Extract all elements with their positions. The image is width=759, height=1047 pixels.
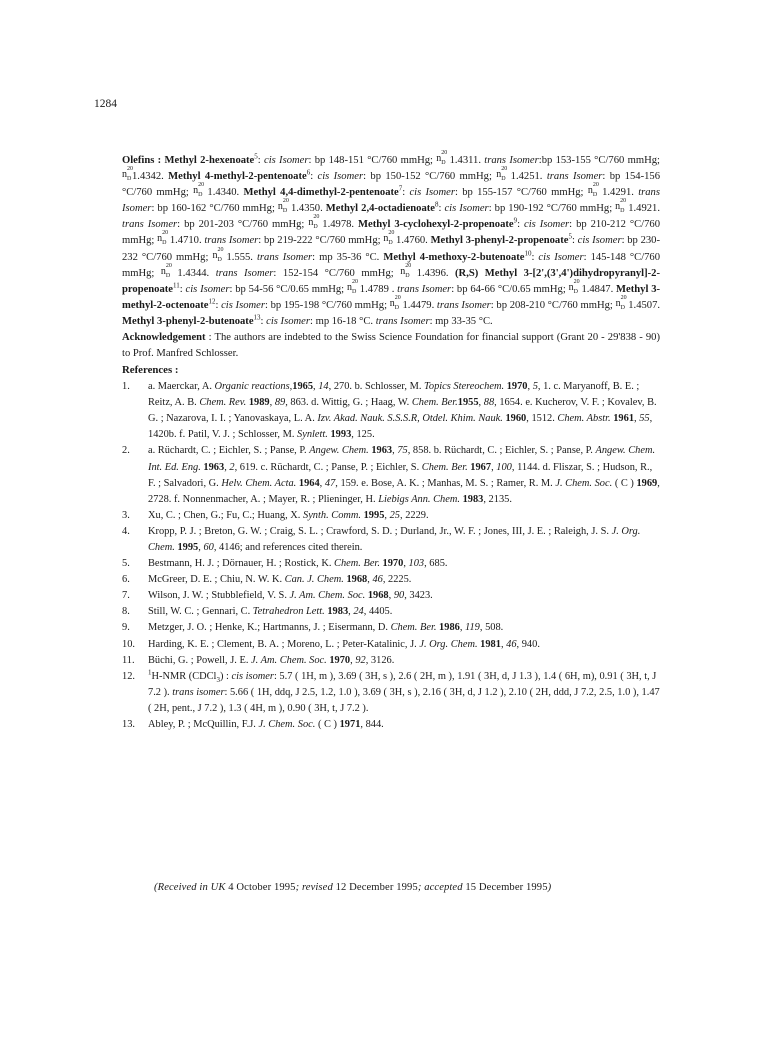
reference-item: [122, 637, 660, 653]
physical-data: :bp 153-155 °C/760 mmHg;: [538, 155, 660, 166]
refractive-index-symbol: n 20 D: [615, 294, 627, 311]
physical-data: : bp 190-192 °C/760 mmHg;: [488, 203, 613, 215]
acknowledgement-text: : The authors are indebted to the Swiss Science Foundation for financial support (Grant 20 - 29'838 - 90) to Prof. Manfred Schlosser.: [122, 332, 660, 360]
physical-data: : bp 208-210 °C/760 mmHg;: [490, 299, 613, 311]
compound-name: Methyl 2-hexenoate: [164, 155, 255, 166]
footnote-mark: 9: [513, 216, 518, 225]
reference-text: a. Rüchardt, C. ; Eichler, S. ; Panse, P. Angew. Chem. 1963, 75, 858. b. Rüchardt, C. ; Eichler, S. ; Panse, P. Angew. Chem. Int. Ed. Eng. 1963, 2, 619. c. Rüchardt, C. ; Panse, P. ; Eichler, S. Chem. Ber. 1967, 100, 1144. d. Fliszar, S. ; Hudson, R., F. ; Salvadori, G. Helv. Chem. Acta. 1964, 47, 159. e. Bose, A. K. ; Manhas, M. S. ; Ramer, R. M. J. Chem. Soc. ( C ) 1969, 2728. f. Nonnenmacher, A. ; Mayer, R. ; Plieninger, H. Liebigs Ann. Chem. 1983, 2135.: [148, 445, 660, 505]
refractive-index-symbol: n 20 D: [160, 262, 172, 279]
references-heading: References :: [122, 364, 179, 377]
isomer-label: trans Isomer: [122, 219, 178, 231]
refractive-index-value: 1.4479.: [402, 299, 435, 311]
isomer-label: trans Isomer: [204, 235, 259, 247]
reference-number: 3.: [122, 509, 130, 521]
physical-data: : bp 150-152 °C/760 mmHg;: [363, 171, 492, 183]
reference-number: 6.: [122, 574, 130, 586]
compound-name: (R,S) Methyl 3-[2',(3',4')dihydropyranyl]-2-propenoate: [122, 267, 660, 295]
olefins-heading: Olefins :: [122, 155, 162, 166]
refractive-index-value: 1.555.: [226, 251, 253, 263]
isomer-label: trans Isomer: [122, 187, 660, 215]
acknowledgement: [122, 330, 660, 362]
reference-text: Bestmann, H. J. ; Dörnauer, H. ; Rostick, K. Chem. Ber. 1970, 103, 685.: [148, 558, 448, 570]
isomer-label: cis Isomer: [524, 219, 570, 231]
footnote-mark: 6: [306, 168, 311, 177]
reference-text: Xu, C. ; Chen, G.; Fu, C.; Huang, X. Synth. Comm. 1995, 25, 2229.: [148, 509, 429, 521]
refractive-index-symbol: n 20 D: [212, 246, 224, 263]
footnote-mark: 5: [254, 152, 258, 161]
reference-text: Still, W. C. ; Gennari, C. Tetrahedron Lett. 1983, 24, 4405.: [148, 606, 393, 618]
refractive-index-symbol: n 20 D: [615, 198, 627, 215]
reference-number: 9.: [122, 622, 130, 634]
article-body: [122, 150, 661, 733]
compound-name: Methyl 4-methoxy-2-butenoate: [383, 251, 525, 263]
refractive-index-symbol: n 20 D: [346, 278, 358, 295]
isomer-label: cis Isomer: [266, 315, 310, 327]
refractive-index-symbol: n 20 D: [568, 278, 580, 295]
reference-item: [122, 653, 660, 669]
reference-text: Abley, P. ; McQuillin, F.J. J. Chem. Soc. ( C ) 1971, 844.: [148, 719, 384, 730]
reference-item: [122, 588, 660, 604]
isomer-label: cis Isomer: [444, 203, 489, 215]
physical-data: : 152-154 °C/760 mmHg;: [273, 267, 394, 279]
isomer-label: trans Isomer: [546, 171, 603, 183]
physical-data: : bp 201-203 °C/760 mmHg;: [177, 219, 305, 231]
reference-item: [122, 669, 660, 717]
refractive-index-symbol: n 20 D: [308, 214, 320, 231]
isomer-label: trans Isomer: [397, 283, 452, 295]
refractive-index-value: 1.4340.: [207, 187, 240, 199]
reference-item: [122, 443, 660, 507]
physical-data: : mp 35-36 °C.: [312, 251, 380, 263]
isomer-label: cis Isomer: [185, 283, 230, 295]
refractive-index-symbol: n 20 D: [193, 182, 205, 199]
reference-text: McGreer, D. E. ; Chiu, N. W. K. Can. J. Chem. 1968, 46, 2225.: [148, 574, 412, 586]
isomer-label: cis Isomer: [221, 299, 265, 311]
received-dates: (Received in UK 4 October 1995; revised 12 December 1995; accepted 15 December 1995): [154, 882, 552, 893]
reference-text: Büchi, G. ; Powell, J. E. J. Am. Chem. Soc. 1970, 92, 3126.: [148, 654, 395, 666]
refractive-index-value: 1.4344.: [177, 267, 210, 279]
refractive-index-value: 1.4251.: [510, 171, 543, 183]
refractive-index-value: 1.4789 .: [359, 283, 395, 295]
physical-data: : bp 54-56 °C/0.65 mmHg;: [229, 283, 345, 295]
reference-text: $^1$H-NMR (CDCl$_3$) : cis isomer: 5.7 ( 1H, m ), 3.69 ( 3H, s ), 2.6 ( 2H, m ), 1.91 ( 3H, d, J 1.3 ), 1.4 ( 6H, m), 0.91 ( 3H, t, J 7.2 ). trans isomer: 5.66 ( 1H, ddq, J 2.5, 1.2, 1.0 ), 3.69 ( 3H, s ), 2.16 ( 3H, d, J 1.2 ), 2.10 ( 2H, ddd, J 7.2, 2.5, 1.0 ), 1.47 ( 2H, pent., J 7.2 ), 1.3 ( 4H, m ), 0.90 ( 3H, t, J 7.2 ).: [148, 668, 660, 714]
isomer-label: cis Isomer: [264, 155, 309, 166]
reference-item: [122, 524, 660, 556]
reference-item: [122, 604, 660, 620]
compound-name: Methyl 3-phenyl-2-propenoate: [430, 235, 569, 247]
isomer-label: trans Isomer: [375, 315, 430, 327]
isomer-label: cis Isomer: [577, 235, 622, 247]
reference-number: 11.: [122, 654, 135, 666]
compound-name: Methyl 2,4-octadienoate: [325, 203, 435, 215]
refractive-index-value: 1.4396.: [416, 267, 449, 279]
reference-number: 12.: [122, 670, 135, 682]
reference-item: [122, 508, 660, 524]
reference-number: 13.: [122, 719, 135, 730]
physical-data: : bp 230-232 °C/760 mmHg;: [122, 235, 660, 263]
reference-number: 4.: [122, 525, 130, 537]
reference-text: a. Maerckar, A. Organic reactions,1965, 14, 270. b. Schlosser, M. Topics Stereochem. 1970, 5, 1. c. Maryanoff, B. E. ; Reitz, A. B. Chem. Rev. 1989, 89, 863. d. Wittig, G. ; Haag, W. Chem. Ber.1955, 88, 1654. e. Kucherov, V. F. ; Kovalev, B. G. ; Nazarova, I. I. ; Yanovaskaya, L. A. Izv. Akad. Nauk. S.S.S.R, Otdel. Khim. Nauk. 1960, 1512. Chem. Abstr. 1961, 55, 1420b. f. Patil, V. J. ; Schlosser, M. Synlett. 1993, 125.: [148, 381, 657, 441]
reference-text: Harding, K. E. ; Clement, B. A. ; Moreno, L. ; Peter-Katalinic, J. J. Org. Chem. 1981, 46, 940.: [148, 638, 540, 650]
physical-data: : bp 210-212 °C/760 mmHg;: [122, 219, 661, 247]
isomer-label: cis Isomer: [538, 251, 584, 263]
reference-item: [122, 379, 660, 443]
isomer-label: trans Isomer: [256, 251, 313, 263]
footnote-mark: 11: [173, 281, 180, 290]
reference-item: [122, 620, 660, 636]
isomer-label: trans Isomer: [484, 155, 539, 166]
refractive-index-symbol: n 20 D: [122, 166, 133, 183]
reference-item: [122, 717, 660, 733]
physical-data: : bp 219-222 °C/760 mmHg;: [258, 235, 381, 247]
physical-data: : bp 64-66 °C/0.65 mmHg;: [451, 283, 566, 295]
compound-name: Methyl 3-methyl-2-octenoate: [122, 283, 661, 311]
physical-data: : bp 195-198 °C/760 mmHg;: [264, 299, 388, 311]
physical-data: : bp 148-151 °C/760 mmHg;: [308, 155, 433, 166]
reference-number: 1.: [122, 381, 130, 393]
reference-text: Kropp, P. J. ; Breton, G. W. ; Craig, S. L. ; Crawford, S. D. ; Durland, Jr., W. F. ; Jones, III, J. E. ; Raleigh, J. S. J. Org. Chem. 1995, 60, 4146; and references cited therein.: [148, 525, 641, 553]
refractive-index-symbol: n 20 D: [400, 262, 412, 279]
footnote-mark: 8: [435, 200, 439, 209]
page-number: 1284: [94, 98, 117, 110]
reference-number: 8.: [122, 606, 130, 618]
physical-data: : 145-148 °C/760 mmHg;: [122, 251, 661, 279]
refractive-index-value: 1.4847.: [581, 283, 614, 295]
physical-data: : mp 33-35 °C.: [429, 315, 493, 327]
isomer-label: trans Isomer: [215, 267, 274, 279]
refractive-index-symbol: n 20 D: [587, 182, 599, 199]
physical-data: : bp 154-156 °C/760 mmHg;: [122, 171, 660, 199]
reference-number: 5.: [122, 558, 130, 570]
isomer-label: cis Isomer: [317, 171, 364, 183]
footnote-mark: 12: [208, 297, 216, 306]
refractive-index-symbol: n 20 D: [496, 166, 508, 183]
reference-text: Wilson, J. W. ; Stubblefield, V. S. J. Am. Chem. Soc. 1968, 90, 3423.: [148, 590, 433, 602]
footnote-mark: 7: [398, 184, 403, 193]
refractive-index-value: 1.4921.: [628, 203, 660, 215]
refractive-index-value: 1.4311.: [449, 155, 481, 166]
reference-number: 7.: [122, 590, 130, 602]
refractive-index-symbol: n 20 D: [277, 198, 289, 215]
refractive-index-symbol: n 20 D: [389, 294, 401, 311]
acknowledgement-label: Acknowledgement: [122, 332, 206, 344]
physical-data: : bp 160-162 °C/760 mmHg;: [151, 203, 275, 215]
physical-data: : bp 155-157 °C/760 mmHg;: [454, 187, 584, 199]
refractive-index-value: 1.4350.: [290, 203, 323, 215]
refractive-index-symbol: n 20 D: [157, 230, 169, 247]
footnote-mark: 5: [568, 232, 572, 241]
refractive-index-value: 1.4978.: [322, 219, 355, 231]
reference-number: 10.: [122, 638, 135, 650]
refractive-index-value: 1.4760.: [396, 235, 428, 247]
footnote-mark: 10: [524, 249, 532, 258]
physical-data: : mp 16-18 °C.: [309, 315, 374, 327]
reference-number: 2.: [122, 445, 130, 457]
compound-name: Methyl 3-phenyl-2-butenoate: [122, 315, 254, 327]
compound-name: Methyl 4,4-dimethyl-2-pentenoate: [243, 187, 399, 199]
compound-name: Methyl 4-methyl-2-pentenoate: [168, 171, 307, 183]
refractive-index-value: 1.4507.: [628, 299, 661, 311]
reference-text: Metzger, J. O. ; Henke, K.; Hartmanns, J. ; Eisermann, D. Chem. Ber. 1986, 119, 508.: [148, 622, 504, 634]
refractive-index-value: 1.4710.: [169, 235, 202, 247]
refractive-index-symbol: n 20 D: [383, 230, 395, 247]
olefins-paragraph: Olefins : Methyl 2-hexenoate$^5$: cis Isomer: bp 148-151 °C/760 mmHg; n 20 D 1.4311. trans Isomer:bp 153-155 °C/760 mmHg; n 20 D 1.4342. Methyl 4-methyl-2-pentenoate$^6$: cis Isomer: bp 150-152 °C/760 mmHg; n 20 D 1.4251. trans Isomer: bp 154-156 °C/760 mmHg; n 20 D 1.4340. Methyl 4,4-dimethyl-2-pentenoate$^7$: cis Isomer: bp 155-157 °C/760 mmHg; n 20 D 1.4291. trans Isomer: bp 160-162 °C/760 mmHg; n 20 D 1.4350. Methyl 2,4-octadienoate$^8$: cis Isomer: bp 190-192 °C/760 mmHg; n 20 D 1.4921. trans Isomer: bp 201-203 °C/760 mmHg; n 20 D 1.4978. Methyl 3-cyclohexyl-2-propenoate$^9$: cis Isomer: bp 210-212 °C/760 mmHg; n 20 D 1.4710. trans Isomer: bp 219-222 °C/760 mmHg; n 20 D 1.4760. Methyl 3-phenyl-2-propenoate$^5$: cis Isomer: bp 230-232 °C/760 mmHg; n 20 D 1.555. trans Isomer: mp 35-36 °C. Methyl 4-methoxy-2-butenoate$^{10}$: cis Isomer: 145-148 °C/760 mmHg; n 20 D 1.4344. trans Isomer: 152-154 °C/760 mmHg; n 20 D 1.4396. (R,S) Methyl 3-[2',(3',4')dihydropyranyl]-2-propenoate$^{11}$: cis Isomer: bp 54-56 °C/0.65 mmHg; n 20 D 1.4789 . trans Isomer: bp 64-66 °C/0.65 mmHg; n 20 D 1.4847. Methyl 3-methyl-2-octenoate$^{12}$: cis Isomer: bp 195-198 °C/760 mmHg; n 20 D 1.4479. trans Isomer: bp 208-210 °C/760 mmHg; n 20 D 1.4507. Methyl 3-phenyl-2-butenoate$^{13}$: cis Isomer: mp 16-18 °C. trans Isomer: mp 33-35 °C.: [122, 150, 661, 327]
reference-item: [122, 556, 660, 572]
isomer-label: cis Isomer: [409, 187, 455, 199]
reference-item: [122, 572, 660, 588]
refractive-index-value: 1.4342.: [132, 171, 164, 183]
footnote-mark: 13: [253, 313, 261, 322]
refractive-index-value: 1.4291.: [602, 187, 634, 199]
compound-name: Methyl 3-cyclohexyl-2-propenoate: [358, 219, 514, 231]
isomer-label: trans Isomer: [436, 299, 491, 311]
reference-list: [122, 379, 660, 733]
refractive-index-symbol: n 20 D: [436, 150, 448, 166]
